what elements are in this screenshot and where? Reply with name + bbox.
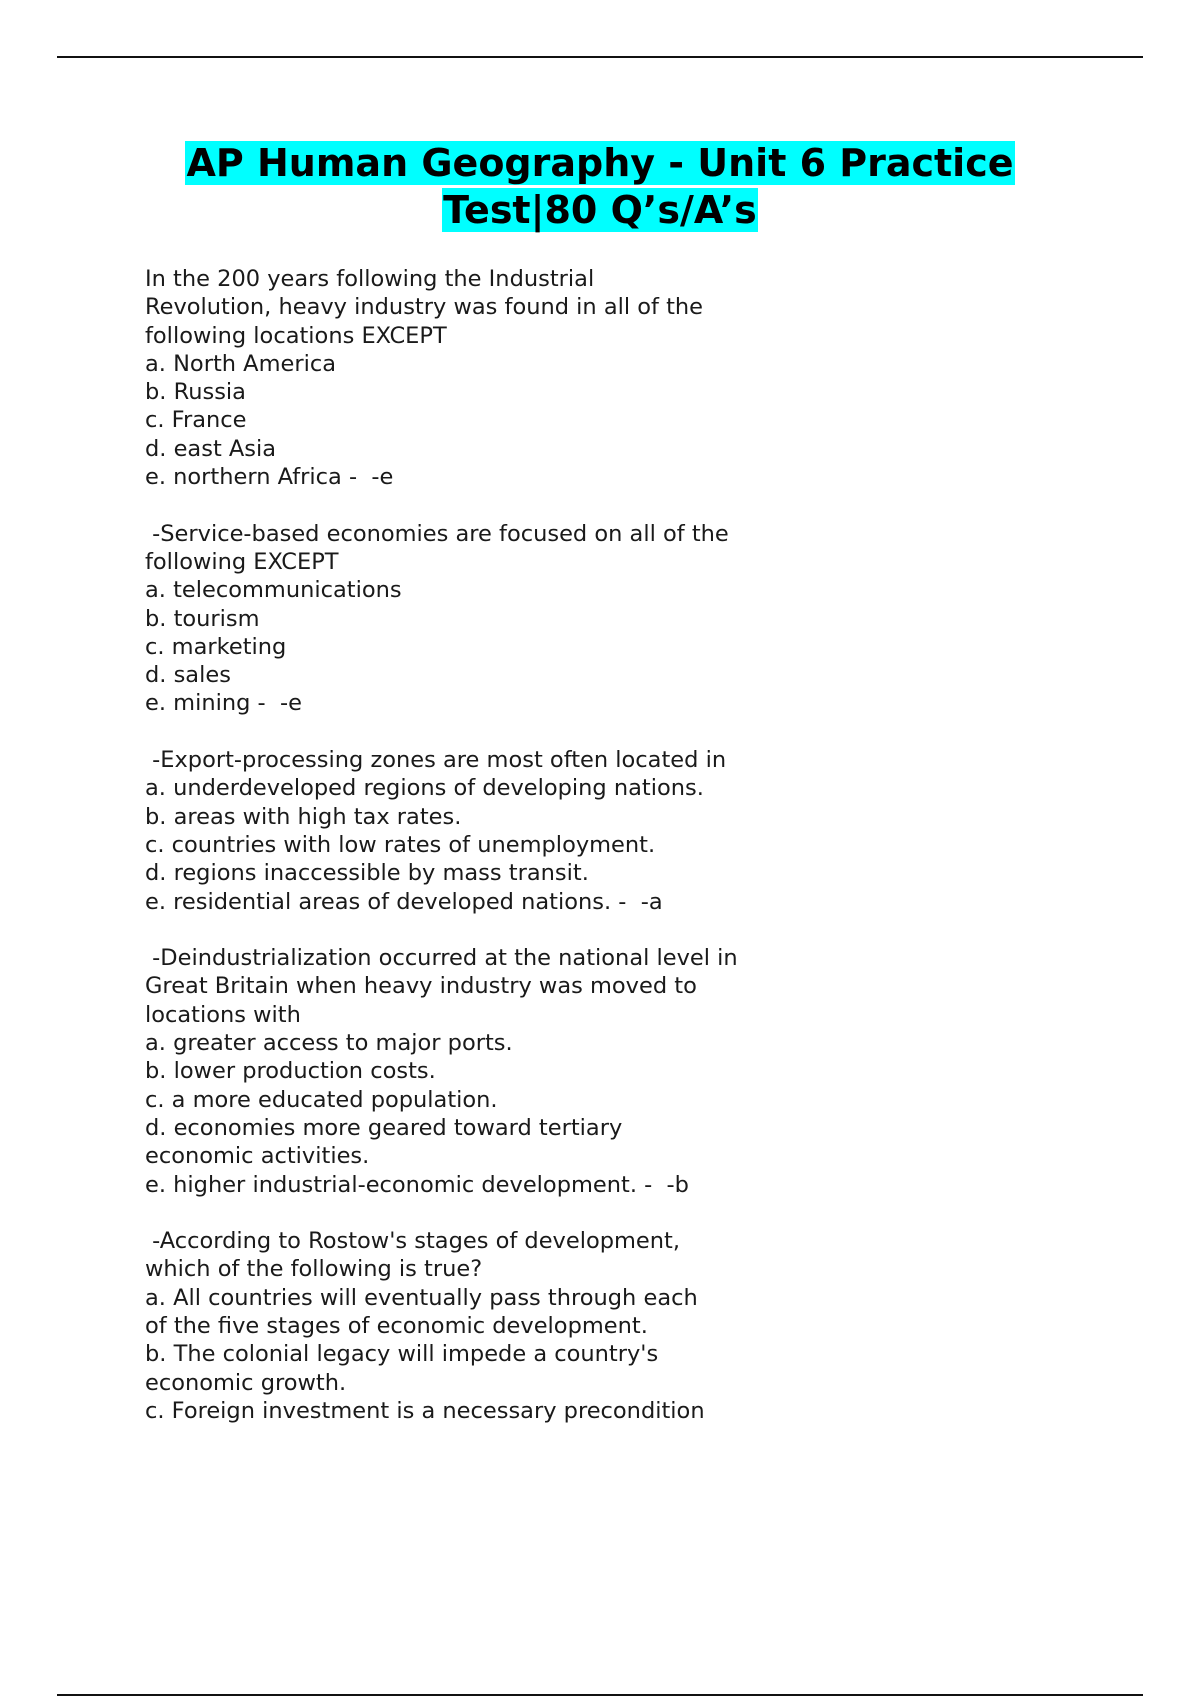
question-list: [145, 265, 845, 1453]
answer-option: c. France: [145, 407, 247, 434]
answer-option: e. mining - -e: [145, 690, 302, 717]
question-line: which of the following is true?: [145, 1256, 483, 1283]
answer-option: d. east Asia: [145, 435, 277, 462]
answer-option: c. a more educated population.: [145, 1086, 498, 1113]
answer-option: c. countries with low rates of unemployment.: [145, 831, 656, 858]
answer-option: a. telecommunications: [145, 577, 402, 604]
question-line: -Export-processing zones are most often located in: [145, 747, 727, 774]
question-line: following locations EXCEPT: [145, 322, 447, 349]
question-line: locations with: [145, 1001, 301, 1028]
answer-option: d. sales: [145, 662, 231, 689]
title-line-2: Test|80 Q’s/A’s: [443, 188, 757, 232]
answer-option: of the five stages of economic development.: [145, 1312, 648, 1339]
answer-option: b. lower production costs.: [145, 1058, 436, 1085]
answer-option: b. The colonial legacy will impede a country's: [145, 1341, 659, 1368]
question-line: following EXCEPT: [145, 548, 339, 575]
answer-option: economic growth.: [145, 1369, 347, 1396]
answer-option: d. regions inaccessible by mass transit.: [145, 860, 589, 887]
question-2: [145, 520, 845, 718]
question-line: -According to Rostow's stages of development,: [145, 1228, 681, 1255]
answer-option: economic activities.: [145, 1143, 370, 1170]
question-line: -Deindustrialization occurred at the national level in: [145, 945, 738, 972]
question-line: Revolution, heavy industry was found in all of the: [145, 294, 704, 321]
bottom-rule: [57, 1694, 1143, 1696]
title-line-1: AP Human Geography - Unit 6 Practice: [186, 141, 1014, 185]
question-5: [145, 1227, 845, 1425]
question-line: In the 200 years following the Industrial: [145, 266, 595, 292]
answer-option: a. North America: [145, 350, 336, 377]
answer-option: e. residential areas of developed nations. - -a: [145, 888, 663, 915]
top-rule: [57, 56, 1143, 58]
answer-option: d. economies more geared toward tertiary: [145, 1114, 623, 1141]
answer-option: a. greater access to major ports.: [145, 1030, 513, 1057]
question-4: [145, 944, 845, 1199]
document-title: [0, 140, 1200, 234]
answer-option: a. underdeveloped regions of developing nations.: [145, 775, 704, 802]
question-line: Great Britain when heavy industry was moved to: [145, 973, 697, 1000]
question-line: -Service-based economies are focused on all of the: [145, 520, 729, 547]
answer-option: e. higher industrial-economic development. - -b: [145, 1171, 689, 1198]
answer-option: a. All countries will eventually pass through each: [145, 1284, 698, 1311]
question-3: [145, 746, 845, 916]
answer-option: b. tourism: [145, 605, 260, 632]
answer-option: b. areas with high tax rates.: [145, 803, 462, 830]
answer-option: b. Russia: [145, 379, 246, 406]
answer-option: c. Foreign investment is a necessary precondition: [145, 1397, 705, 1424]
answer-option: c. marketing: [145, 633, 287, 660]
answer-option: e. northern Africa - -e: [145, 464, 394, 491]
question-1: [145, 265, 845, 491]
